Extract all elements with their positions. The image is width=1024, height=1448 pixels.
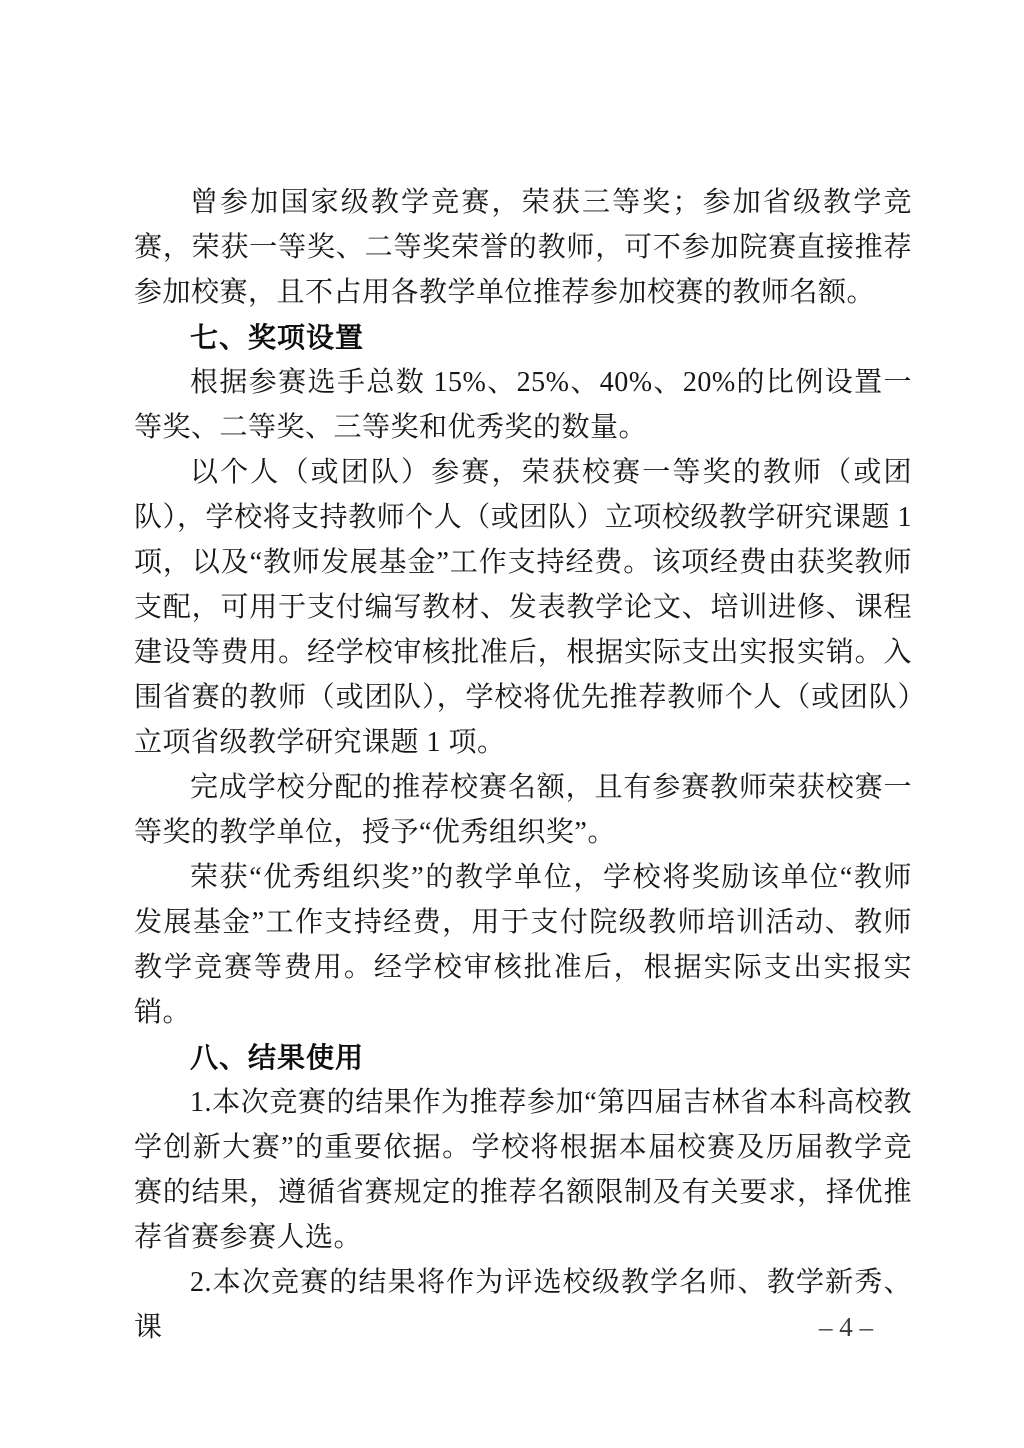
paragraph: 1.本次竞赛的结果作为推荐参加“第四届吉林省本科高校教学创新大赛”的重要依据。学校将根据本届校赛及历届教学竞赛的结果，遵循省赛规定的推荐名额限制及有关要求，择优推荐省赛参赛人选。 [134, 1087, 912, 1253]
paragraph: 以个人（或团队）参赛，荣获校赛一等奖的教师（或团队），学校将支持教师个人（或团队）立项校级教学研究课题 1 项，以及“教师发展基金”工作支持经费。该项经费由获奖教师支配，可用于支付编写教材、发表教学论文、培训进修、课程建设等费用。经学校审核批准后，根据实际支出实报实销。入围省赛的教师（或团队），学校将优先推荐教师个人（或团队）立项省级教学研究课题 1 项。 [134, 457, 912, 758]
paragraph: 2.本次竞赛的结果将作为评选校级教学名师、教学新秀、课 [134, 1267, 912, 1343]
page-number: – 4 – [819, 1312, 873, 1342]
paragraph: 荣获“优秀组织奖”的教学单位，学校将奖励该单位“教师发展基金”工作支持经费，用于支付院级教师培训活动、教师教学竞赛等费用。经学校审核批准后，根据实际支出实报实销。 [134, 862, 912, 1028]
section-heading: 七、奖项设置 [190, 322, 365, 353]
document-text-block [134, 180, 912, 1350]
paragraph: 完成学校分配的推荐校赛名额，且有参赛教师荣获校赛一等奖的教学单位，授予“优秀组织奖”。 [134, 772, 912, 848]
section-heading: 八、结果使用 [190, 1042, 365, 1073]
paragraph: 曾参加国家级教学竞赛，荣获三等奖；参加省级教学竞赛，荣获一等奖、二等奖荣誉的教师，可不参加院赛直接推荐参加校赛，且不占用各教学单位推荐参加校赛的教师名额。 [134, 187, 912, 308]
paragraph: 根据参赛选手总数 15%、25%、40%、20%的比例设置一等奖、二等奖、三等奖和优秀奖的数量。 [134, 367, 912, 443]
